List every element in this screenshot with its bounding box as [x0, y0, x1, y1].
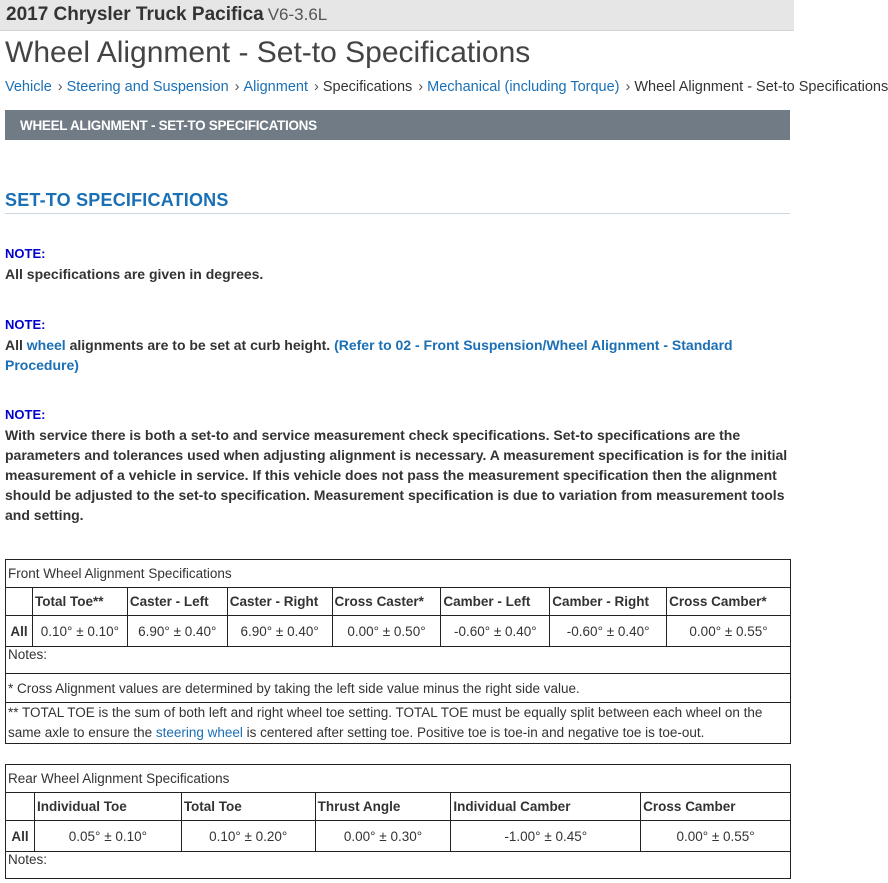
set-to-heading: SET-TO SPECIFICATIONS: [5, 190, 790, 214]
front-footnote-total-toe: [6, 703, 791, 744]
header-individual-camber: Individual Camber: [451, 793, 641, 821]
note-label: NOTE:: [5, 246, 46, 261]
table-row: [6, 821, 791, 852]
breadcrumb-vehicle[interactable]: Vehicle: [5, 79, 52, 95]
rear-table-caption: Rear Wheel Alignment Specifications: [6, 765, 791, 793]
value-cell: 6.90° ± 0.40°: [127, 616, 227, 647]
chevron-right-icon: ›: [625, 79, 631, 95]
header-caster-right: Caster - Right: [227, 588, 332, 616]
value-cell: 6.90° ± 0.40°: [227, 616, 332, 647]
value-cell: 0.00° ± 0.50°: [332, 616, 441, 647]
header-cross-camber: Cross Camber*: [667, 588, 791, 616]
breadcrumb-specifications: Specifications: [322, 79, 413, 95]
front-footnote-cross: * Cross Alignment values are determined by taking the left side value minus the right side value.: [6, 674, 791, 703]
header-camber-left: Camber - Left: [441, 588, 550, 616]
header-individual-toe: Individual Toe: [34, 793, 181, 821]
value-cell: 0.00° ± 0.30°: [315, 821, 451, 852]
breadcrumb-steering-suspension[interactable]: Steering and Suspension: [66, 79, 229, 95]
rear-alignment-table: [5, 764, 791, 879]
header-caster-left: Caster - Left: [127, 588, 227, 616]
header-camber-right: Camber - Right: [550, 588, 667, 616]
header-cross-camber: Cross Camber: [641, 793, 791, 821]
empty-corner-cell: [6, 793, 35, 821]
note-degrees: [5, 244, 790, 284]
empty-corner-cell: [6, 588, 33, 616]
table-row: [6, 616, 791, 647]
value-cell: 0.05° ± 0.10°: [34, 821, 181, 852]
steering-wheel-link[interactable]: steering wheel: [155, 725, 243, 740]
front-notes-label: Notes:: [6, 647, 791, 674]
value-cell: 0.00° ± 0.55°: [667, 616, 791, 647]
chevron-right-icon: ›: [57, 79, 63, 95]
breadcrumb: [5, 77, 888, 97]
note-text: All specifications are given in degrees.: [5, 266, 264, 282]
note-text-part: alignments are to be set at curb height.: [65, 337, 335, 353]
front-alignment-table: [5, 559, 791, 744]
value-cell: -1.00° ± 0.45°: [451, 821, 641, 852]
header-thrust-angle: Thrust Angle: [315, 793, 451, 821]
chevron-right-icon: ›: [313, 79, 319, 95]
note-label: NOTE:: [5, 407, 46, 422]
vehicle-engine: V6-3.6L: [267, 5, 328, 24]
value-cell: -0.60° ± 0.40°: [441, 616, 550, 647]
front-table-caption: Front Wheel Alignment Specifications: [6, 560, 791, 588]
note-text: [5, 335, 790, 375]
value-cell: -0.60° ± 0.40°: [550, 616, 667, 647]
vehicle-title: 2017 Chrysler Truck Pacifica: [6, 4, 264, 25]
footnote-text-part: is centered after setting toe. Positive toe is toe-in and negative toe is toe-out.: [242, 725, 705, 740]
note-curb-height: [5, 315, 790, 375]
header-cross-caster: Cross Caster*: [332, 588, 441, 616]
value-cell: 0.10° ± 0.10°: [32, 616, 127, 647]
header-total-toe: Total Toe**: [32, 588, 127, 616]
breadcrumb-alignment[interactable]: Alignment: [243, 79, 308, 95]
rear-notes-label: Notes:: [6, 852, 791, 879]
breadcrumb-mechanical[interactable]: Mechanical (including Torque): [427, 79, 620, 95]
section-title-bar: WHEEL ALIGNMENT - SET-TO SPECIFICATIONS: [5, 110, 790, 140]
page-title: Wheel Alignment - Set-to Specifications: [5, 36, 531, 69]
footnote-text-part: ** TOTAL TOE is the sum of both left and right wheel toe setting. TOTAL TOE must be equally split between each wheel on the same axle to ensure the: [8, 705, 763, 740]
chevron-right-icon: ›: [418, 79, 424, 95]
vehicle-header-bar: [0, 0, 794, 31]
row-label: All: [6, 821, 35, 852]
value-cell: 0.00° ± 0.55°: [641, 821, 791, 852]
row-label: All: [6, 616, 33, 647]
note-text-part: All: [5, 337, 27, 353]
note-text: With service there is both a set-to and service measurement check specifications. Set-to specifications are the parameters and tolerances used when adjusting alignment is necessary. A measurement specification is for the initial measurement of a vehicle in service. If this vehicle does not pass the measurement specification then the alignment should be adjusted to the set-to specification. Measurement specification is due to variation from measurement tools and setting.: [5, 427, 788, 523]
header-total-toe: Total Toe: [181, 793, 315, 821]
note-label: NOTE:: [5, 317, 46, 332]
breadcrumb-current: Wheel Alignment - Set-to Specifications: [634, 79, 888, 95]
note-service-specs: [5, 405, 790, 525]
chevron-right-icon: ›: [234, 79, 240, 95]
wheel-link[interactable]: wheel: [26, 337, 66, 353]
value-cell: 0.10° ± 0.20°: [181, 821, 315, 852]
refer-procedure-link[interactable]: (Refer to 02 - Front Suspension/Wheel Alignment - Standard Procedure): [5, 337, 733, 373]
